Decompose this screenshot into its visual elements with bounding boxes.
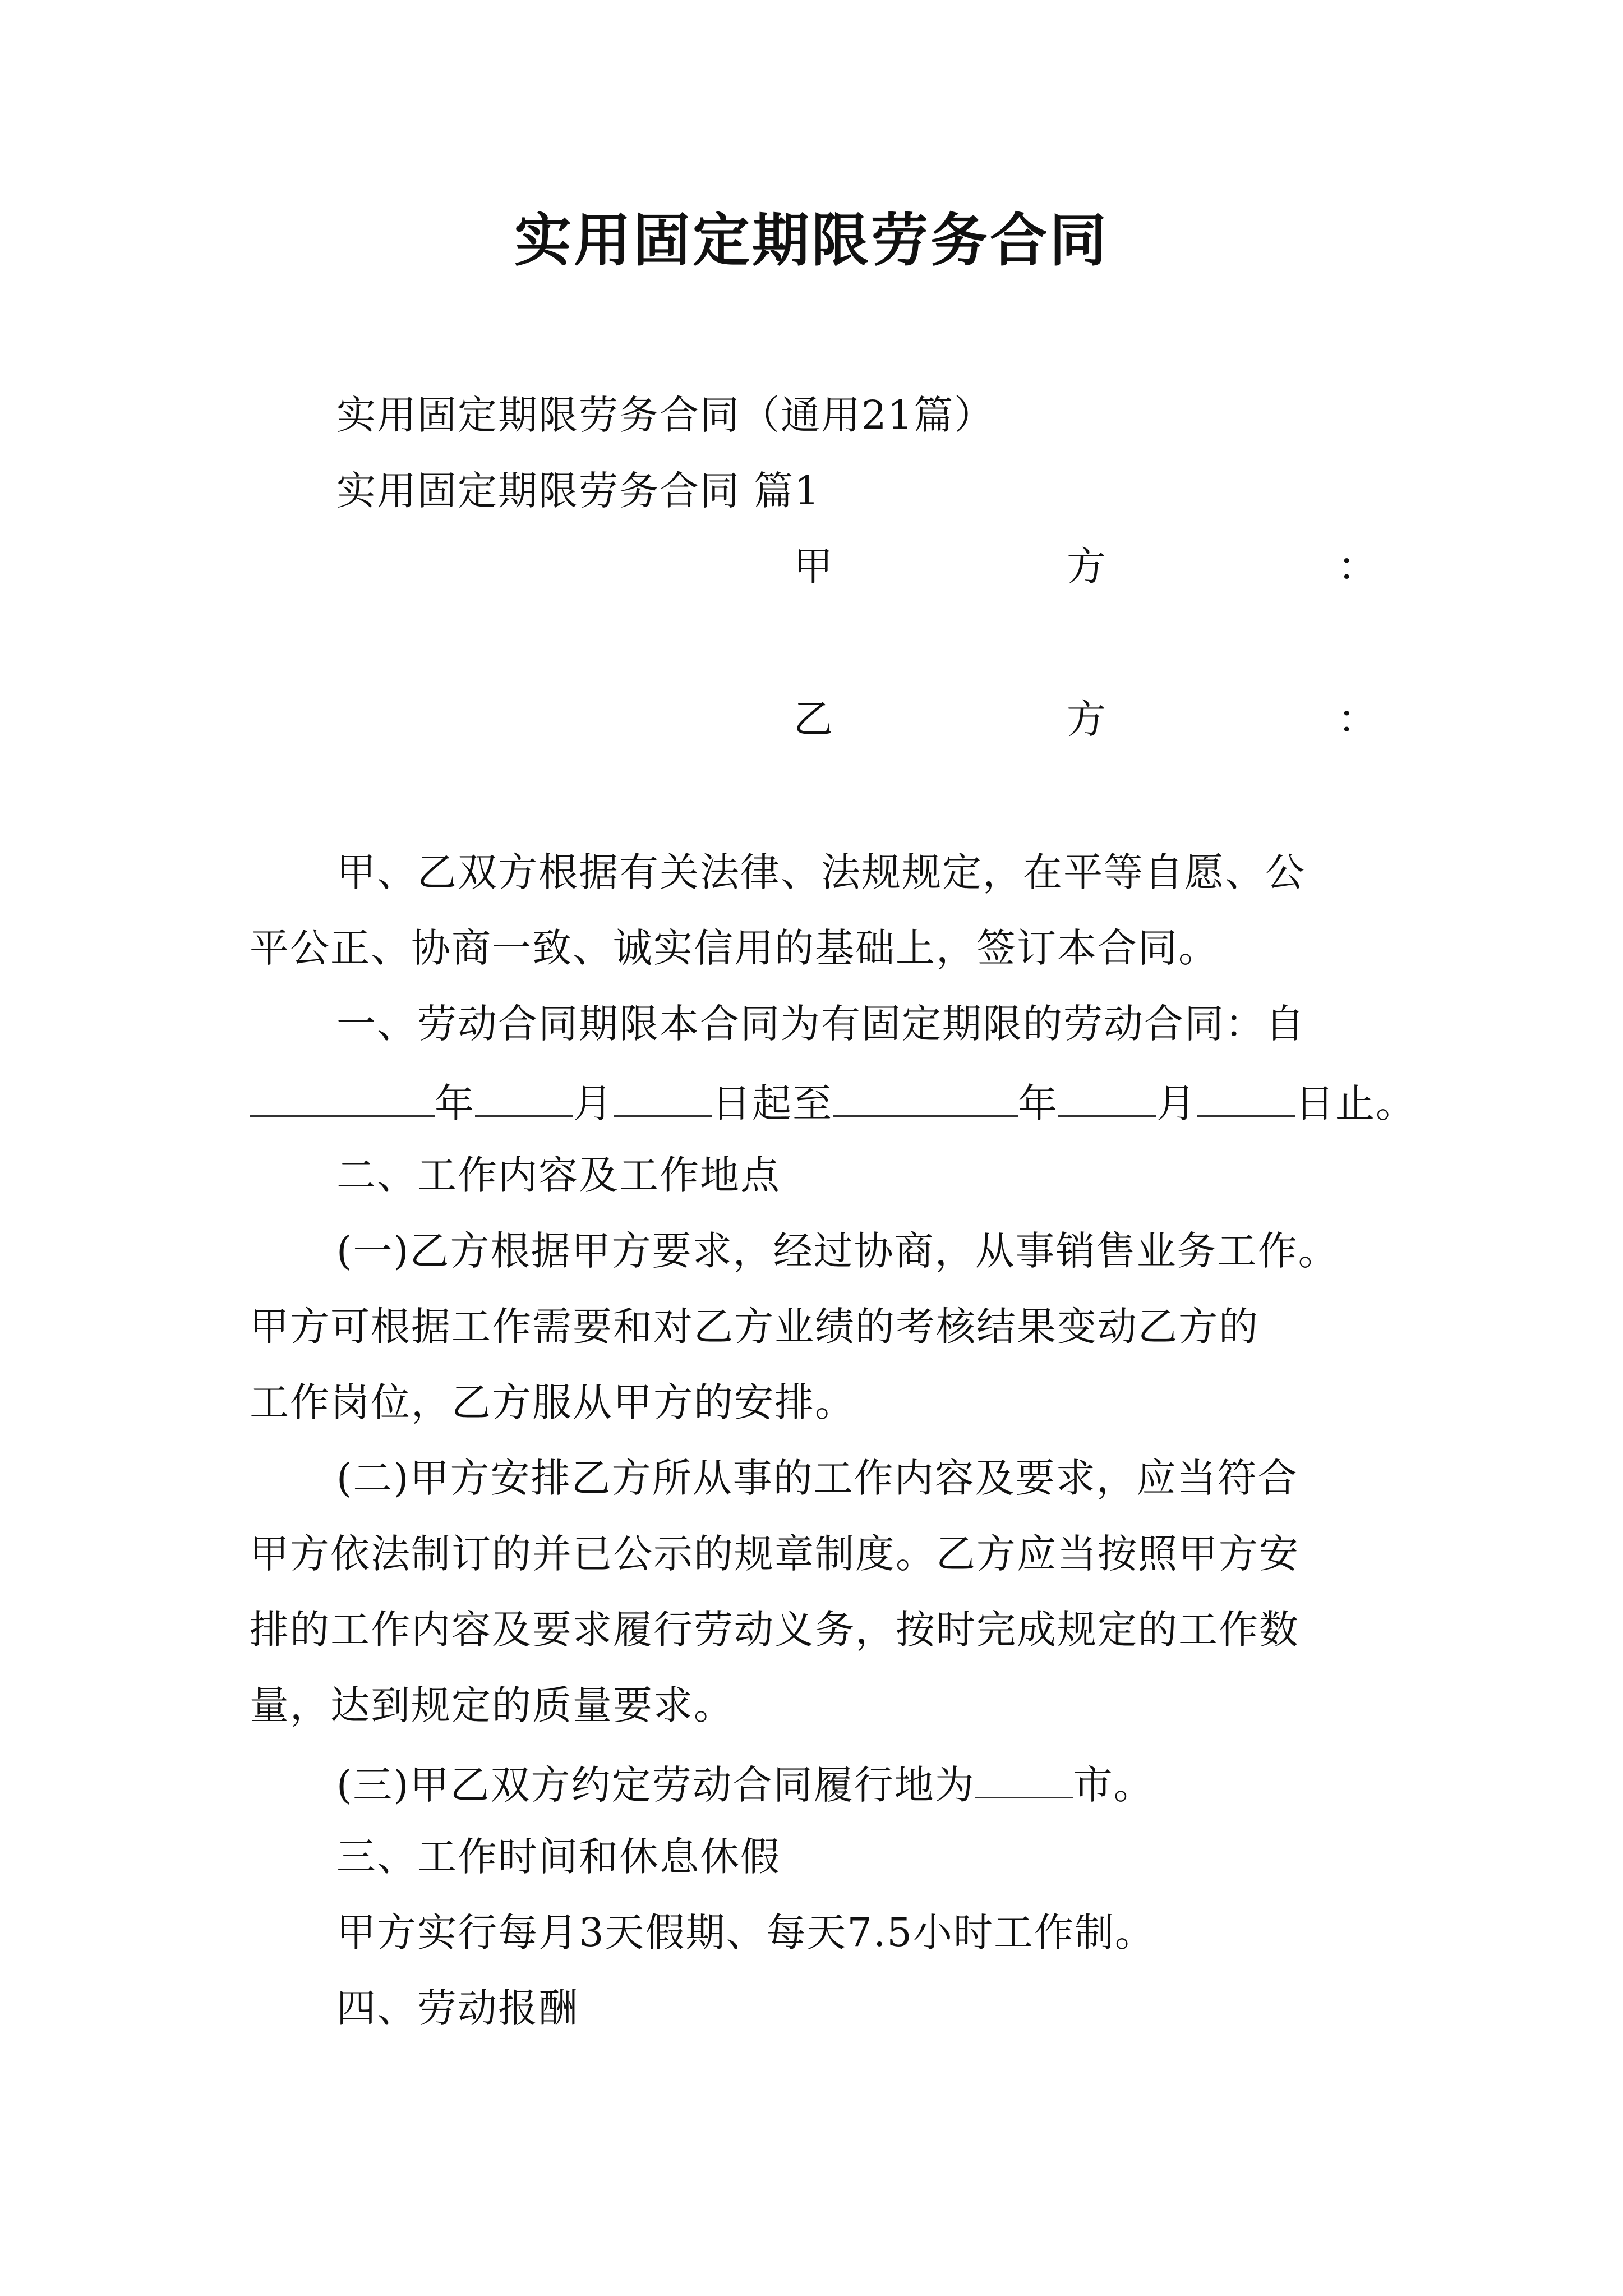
intro-line-1: 甲、乙双方根据有关法律、法规规定，在平等自愿、公 <box>336 849 1306 895</box>
blank-month-2[interactable] <box>1058 1071 1156 1117</box>
document-subtitle: 实用固定期限劳务合同（通用21篇） <box>336 392 995 438</box>
section-1-line-1: 一、劳动合同期限本合同为有固定期限的劳动合同：自 <box>336 1001 1306 1047</box>
party-a-char1: 甲 <box>794 544 833 590</box>
section-2-3-pre: (三)甲乙双方约定劳动合同履行地为 <box>336 1762 975 1808</box>
chapter-heading: 实用固定期限劳务合同 篇1 <box>336 468 820 514</box>
section-2-1-line-1: (一)乙方根据甲方要求，经过协商，从事销售业务工作。 <box>336 1228 1339 1274</box>
party-b-char1: 乙 <box>794 696 833 742</box>
section-3-text: 甲方实行每月3天假期、每天7.5小时工作制。 <box>336 1910 1155 1955</box>
blank-year-1[interactable] <box>250 1071 435 1117</box>
section-1-dates <box>250 1071 1416 1131</box>
section-2-2-line-2: 甲方依法制订的并已公示的规章制度。乙方应当按照甲方安 <box>250 1531 1299 1577</box>
section-2-3-line <box>336 1753 1154 1813</box>
blank-day-2[interactable] <box>1197 1071 1295 1117</box>
section-2-heading: 二、工作内容及工作地点 <box>336 1152 781 1198</box>
section-2-1-line-3: 工作岗位，乙方服从甲方的安排。 <box>250 1379 855 1425</box>
blank-day-1[interactable] <box>614 1071 712 1117</box>
section-2-2-line-4: 量，达到规定的质量要求。 <box>250 1682 734 1728</box>
document-title: 实用固定期限劳务合同 <box>514 208 1109 274</box>
label-year-1: 年 <box>435 1080 475 1126</box>
label-year-2: 年 <box>1018 1080 1058 1126</box>
label-month-1: 月 <box>573 1080 614 1126</box>
blank-year-2[interactable] <box>833 1071 1018 1117</box>
section-2-1-line-2: 甲方可根据工作需要和对乙方业绩的考核结果变动乙方的 <box>250 1304 1259 1350</box>
blank-city[interactable] <box>975 1753 1073 1798</box>
section-2-3-post: 市。 <box>1073 1762 1154 1808</box>
label-month-2: 月 <box>1156 1080 1197 1126</box>
section-4-heading: 四、劳动报酬 <box>336 1985 579 2031</box>
party-a-colon: ： <box>1338 544 1377 590</box>
section-2-2-line-3: 排的工作内容及要求履行劳动义务，按时完成规定的工作数 <box>250 1607 1299 1653</box>
section-3-heading: 三、工作时间和休息休假 <box>336 1834 781 1880</box>
party-b-char2: 方 <box>1067 696 1106 742</box>
party-a-char2: 方 <box>1067 544 1106 590</box>
blank-month-1[interactable] <box>475 1071 573 1117</box>
intro-line-2: 平公正、协商一致、诚实信用的基础上，签订本合同。 <box>250 925 1219 971</box>
label-day-1-to: 日起至 <box>712 1080 833 1126</box>
section-2-2-line-1: (二)甲方安排乙方所从事的工作内容及要求，应当符合 <box>336 1455 1298 1501</box>
party-b-colon: ： <box>1338 696 1377 742</box>
label-day-2-end: 日止。 <box>1295 1080 1416 1126</box>
